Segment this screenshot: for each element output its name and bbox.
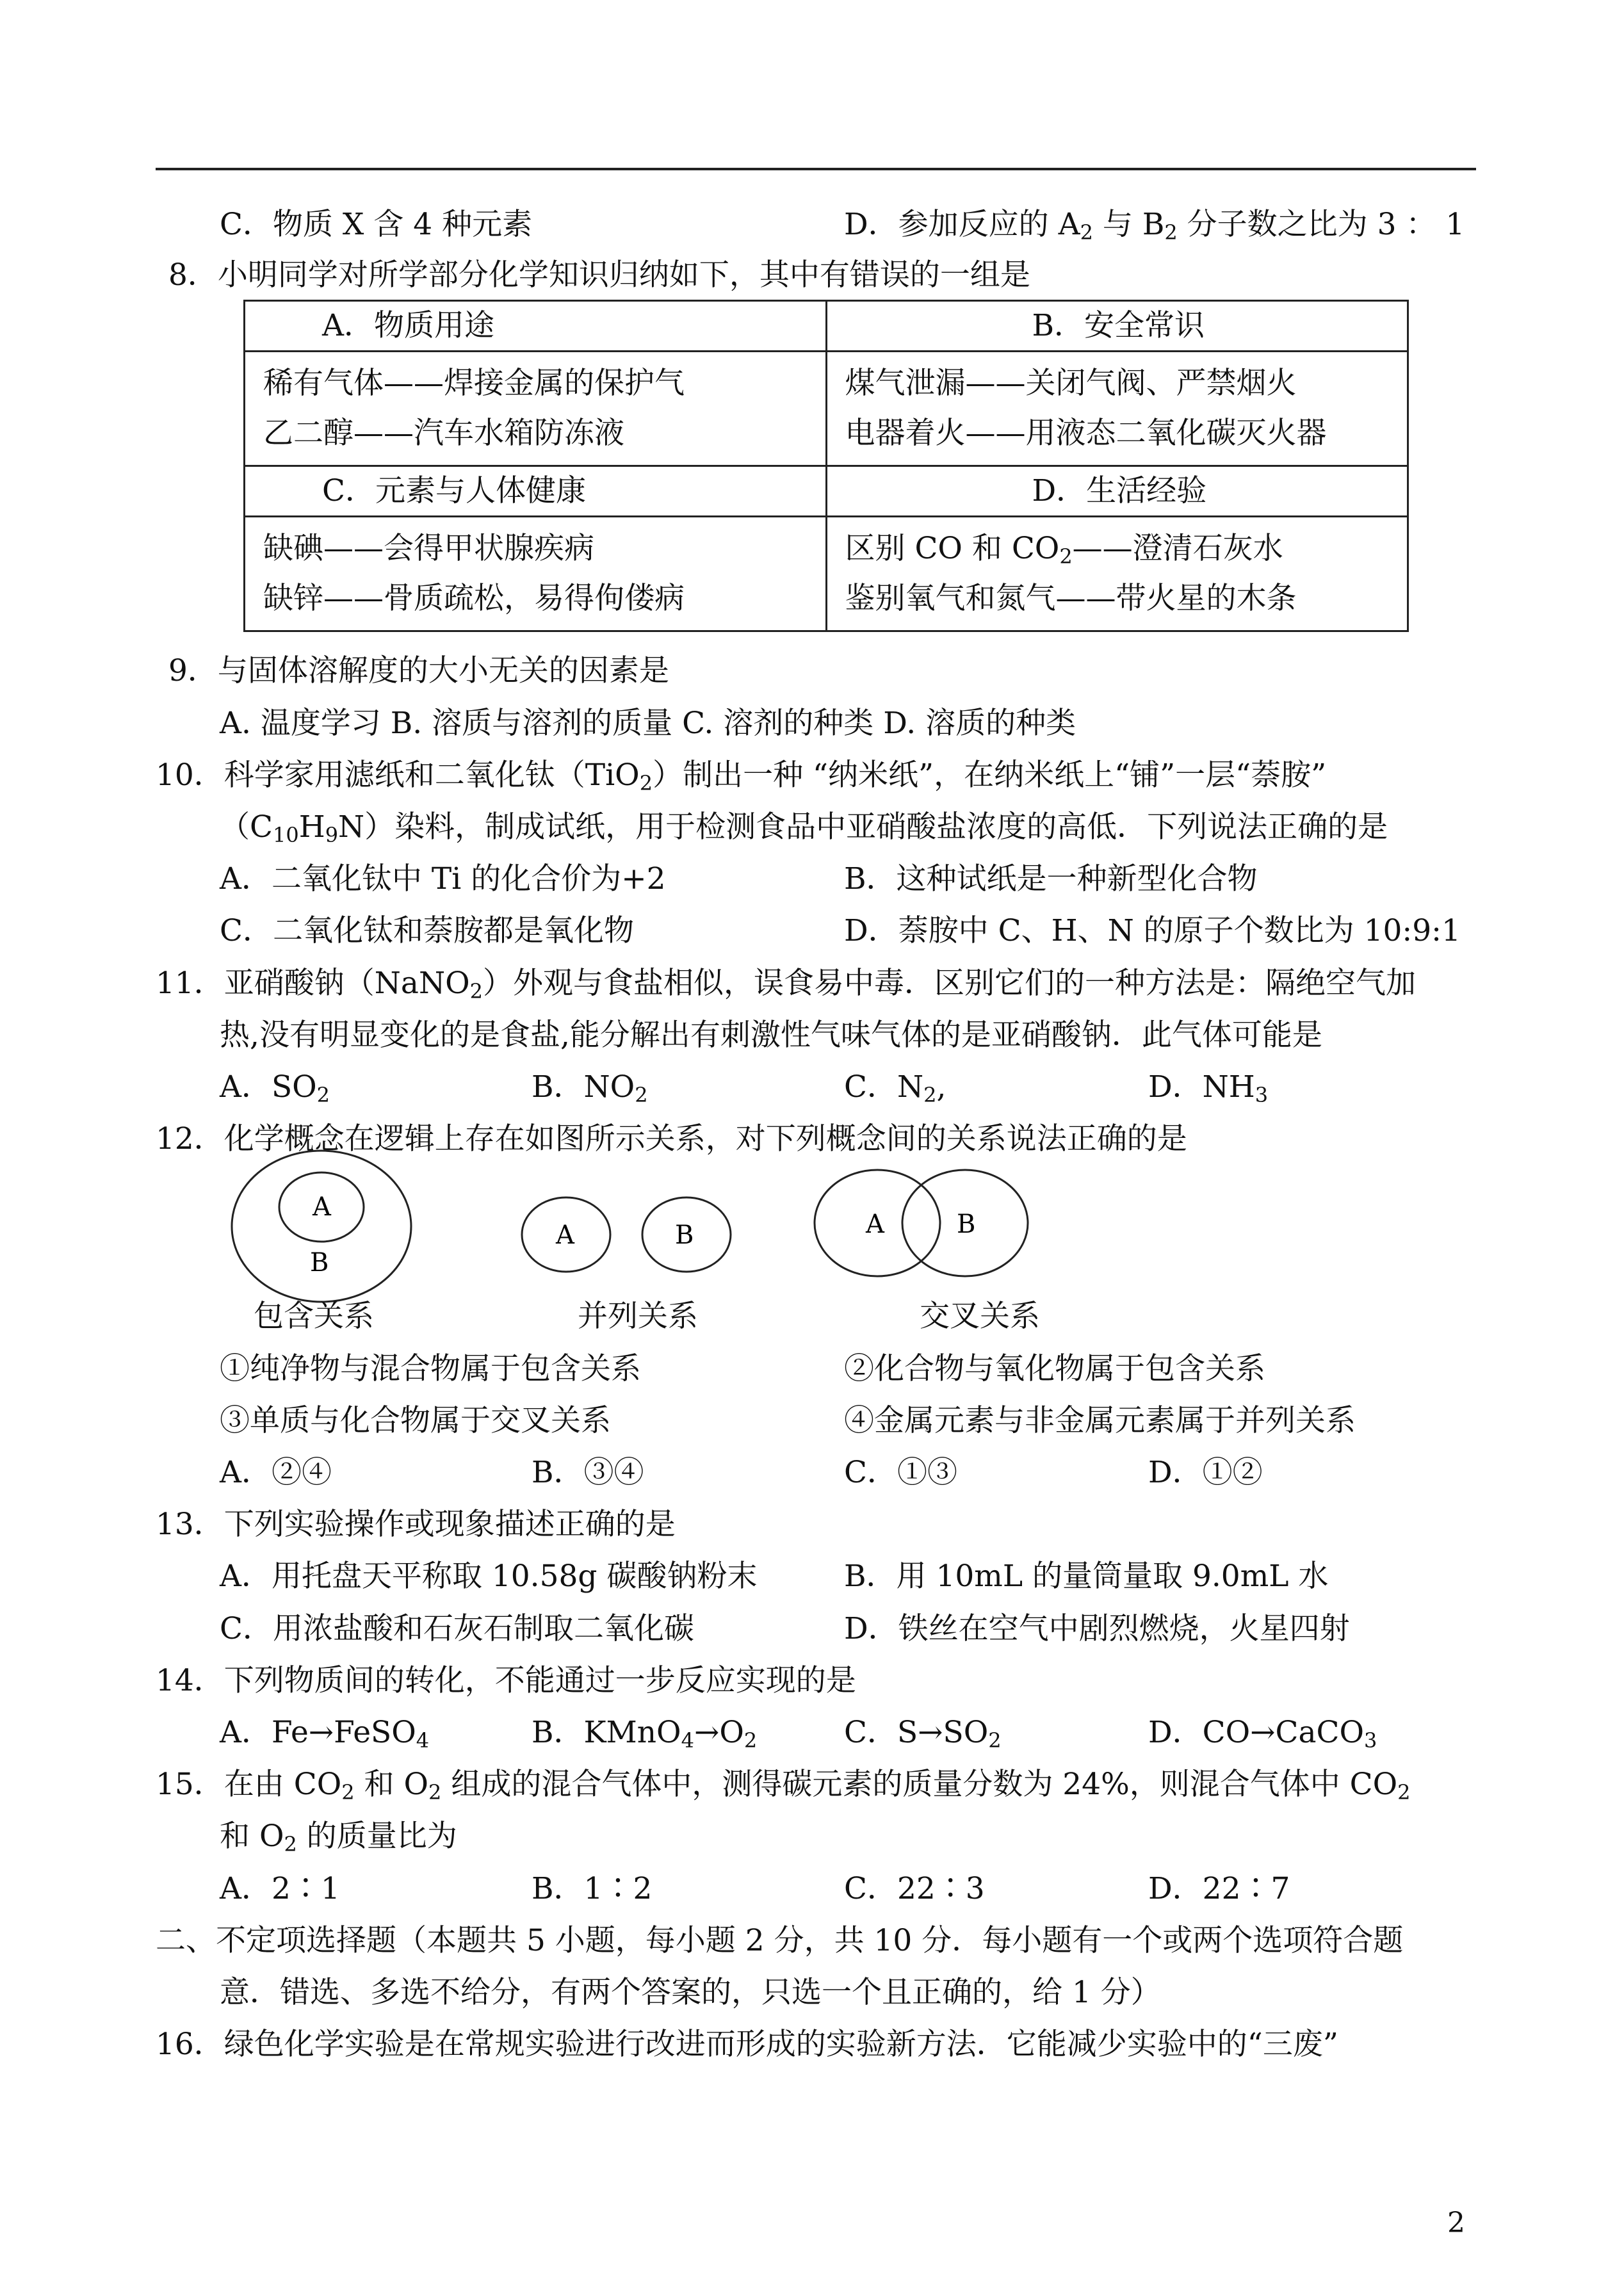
intersection-diagram (815, 1170, 1028, 1276)
q8-cell-c-body: 缺碘——会得甲状腺疾病 缺锌——骨质疏松，易得佝偻病 (245, 517, 827, 631)
containment-label-a: A (313, 1192, 331, 1222)
q13-stem: 13．下列实验操作或现象描述正确的是 (156, 1507, 676, 1542)
q12-option-a: A．②④ (220, 1455, 332, 1490)
q8-knowledge-table (243, 300, 1409, 632)
q13-option-a: A．用托盘天平称取 10.58g 碳酸钠粉末 (220, 1559, 758, 1594)
q10-option-b: B．这种试纸是一种新型化合物 (844, 861, 1258, 896)
section2-heading-line1: 二、不定项选择题（本题共 5 小题，每小题 2 分，共 10 分．每小题有一个或两个选项符合题 (156, 1923, 1404, 1958)
q15-option-a: A．2∶1 (220, 1871, 340, 1906)
q14-stem: 14．下列物质间的转化，不能通过一步反应实现的是 (156, 1663, 856, 1698)
q10-option-a: A．二氧化钛中 Ti 的化合价为+2 (220, 861, 666, 896)
q8-cell-b-body: 煤气泄漏——关闭气阀、严禁烟火 电器着火——用液态二氧化碳灭火器 (826, 352, 1408, 466)
q10-option-d: D．萘胺中 C、H、N 的原子个数比为 10:9:1 (844, 913, 1461, 948)
q14-option-d: D．CO→CaCO$_3$ (1148, 1715, 1377, 1753)
q12-stem: 12．化学概念在逻辑上存在如图所示关系，对下列概念间的关系说法正确的是 (156, 1121, 1187, 1156)
q8-stem: 8．小明同学对所学部分化学知识归纳如下，其中有错误的一组是 (168, 257, 1030, 293)
q14-option-a: A．Fe→FeSO$_4$ (220, 1715, 430, 1753)
q11-option-a: A．$SO_2$ (220, 1069, 330, 1107)
q12-statement-1: ①纯净物与混合物属于包含关系 (220, 1351, 641, 1386)
q12-option-c: C．①③ (844, 1455, 957, 1490)
q14-option-c: C．$S\to SO_2$ (844, 1715, 1002, 1753)
q15-option-c: C．22∶3 (844, 1871, 985, 1906)
page-number: 2 (1447, 2207, 1465, 2239)
q7-option-d: D．参加反应的 $A_2$ 与 $B_2$ 分子数之比为 3 ： 1 (844, 207, 1465, 245)
parallel-label-a: A (556, 1220, 574, 1250)
q11-option-b: B．$NO_2$ (532, 1069, 648, 1107)
q8-cell-c-head: C．元素与人体健康 (245, 466, 827, 517)
parallel-diagram (522, 1197, 731, 1272)
venn-diagrams (231, 1146, 1127, 1306)
q8-cell-d-body: 区别 CO 和 $CO_2——$澄清石灰水 鉴别氧气和氮气——带火星的木条 (826, 517, 1408, 631)
q13-option-d: D．铁丝在空气中剧烈燃烧，火星四射 (844, 1611, 1350, 1646)
q9-options: A. 温度学习 B. 溶质与溶剂的质量 C. 溶剂的种类 D. 溶质的种类 (220, 706, 1076, 741)
q10-stem-line2: $(C_{10}H_9N)$染料，制成试纸，用于检测食品中亚硝酸盐浓度的高低．下列说法正确的是 (220, 809, 1388, 847)
q11-option-c: C．$N_2$, (844, 1069, 946, 1107)
q15-option-d: D．22∶7 (1148, 1871, 1290, 1906)
q13-option-c: C．用浓盐酸和石灰石制取二氧化碳 (220, 1611, 694, 1646)
caption-containment: 包含关系 (254, 1299, 374, 1334)
q15-option-b: B．1∶2 (532, 1871, 653, 1906)
q10-stem-line1: 10．科学家用滤纸和二氧化钛（TiO$_2$）制出一种 “纳米纸”，在纳米纸上“铺”一层“萘胺” (156, 758, 1327, 795)
q12-statement-3: ③单质与化合物属于交叉关系 (220, 1403, 611, 1438)
q8-cell-a-body: 稀有气体——焊接金属的保护气 乙二醇——汽车水箱防冻液 (245, 352, 827, 466)
caption-parallel: 并列关系 (578, 1299, 698, 1334)
q13-option-b: B．用 10mL 的量筒量取 9.0mL 水 (844, 1559, 1329, 1594)
q16-stem-line1: 16．绿色化学实验是在常规实验进行改进而形成的实验新方法．它能减少实验中的“三废” (156, 2027, 1338, 2062)
q14-option-b: B．$KMnO_4\to O_2$ (532, 1715, 758, 1753)
q15-stem-line1: 15．在由 $CO_2$ 和 $O_2$ 组成的混合气体中，测得碳元素的质量分数为 24%，则混合气体中 $CO_2$ (156, 1767, 1411, 1804)
containment-label-b: B (310, 1248, 329, 1277)
q9-stem: 9．与固体溶解度的大小无关的因素是 (168, 653, 669, 688)
parallel-label-b: B (675, 1220, 694, 1250)
intersection-label-a: A (866, 1210, 884, 1239)
q11-stem-line2: 热,没有明显变化的是食盐,能分解出有刺激性气味气体的是亚硝酸钠．此气体可能是 (220, 1018, 1322, 1053)
section2-heading-line2: 意．错选、多选不给分，有两个答案的，只选一个且正确的，给 1 分） (220, 1975, 1161, 2010)
q12-option-d: D．①② (1148, 1455, 1263, 1490)
q7-option-c: C．物质 X 含 4 种元素 (220, 207, 533, 242)
q15-stem-line2: 和 $O_2$ 的质量比为 (220, 1819, 457, 1856)
q12-statement-2: ②化合物与氧化物属于包含关系 (844, 1351, 1265, 1386)
q11-option-d: D．$NH_3$ (1148, 1069, 1269, 1107)
q12-statement-4: ④金属元素与非金属元素属于并列关系 (844, 1403, 1356, 1438)
q8-cell-b-head: B．安全常识 (826, 301, 1408, 352)
caption-intersection: 交叉关系 (920, 1299, 1040, 1334)
q8-cell-d-head: D．生活经验 (826, 466, 1408, 517)
intersection-label-b: B (957, 1210, 976, 1239)
q10-option-c: C．二氧化钛和萘胺都是氧化物 (220, 913, 634, 948)
q11-stem-line1: 11．亚硝酸钠（NaNO$_2$）外观与食盐相似，误食易中毒．区别它们的一种方法是：隔绝空气加 (156, 966, 1416, 1003)
header-rule (156, 168, 1476, 170)
containment-diagram (232, 1151, 411, 1302)
q8-cell-a-head: A．物质用途 (245, 301, 827, 352)
q12-option-b: B．③④ (532, 1455, 644, 1490)
